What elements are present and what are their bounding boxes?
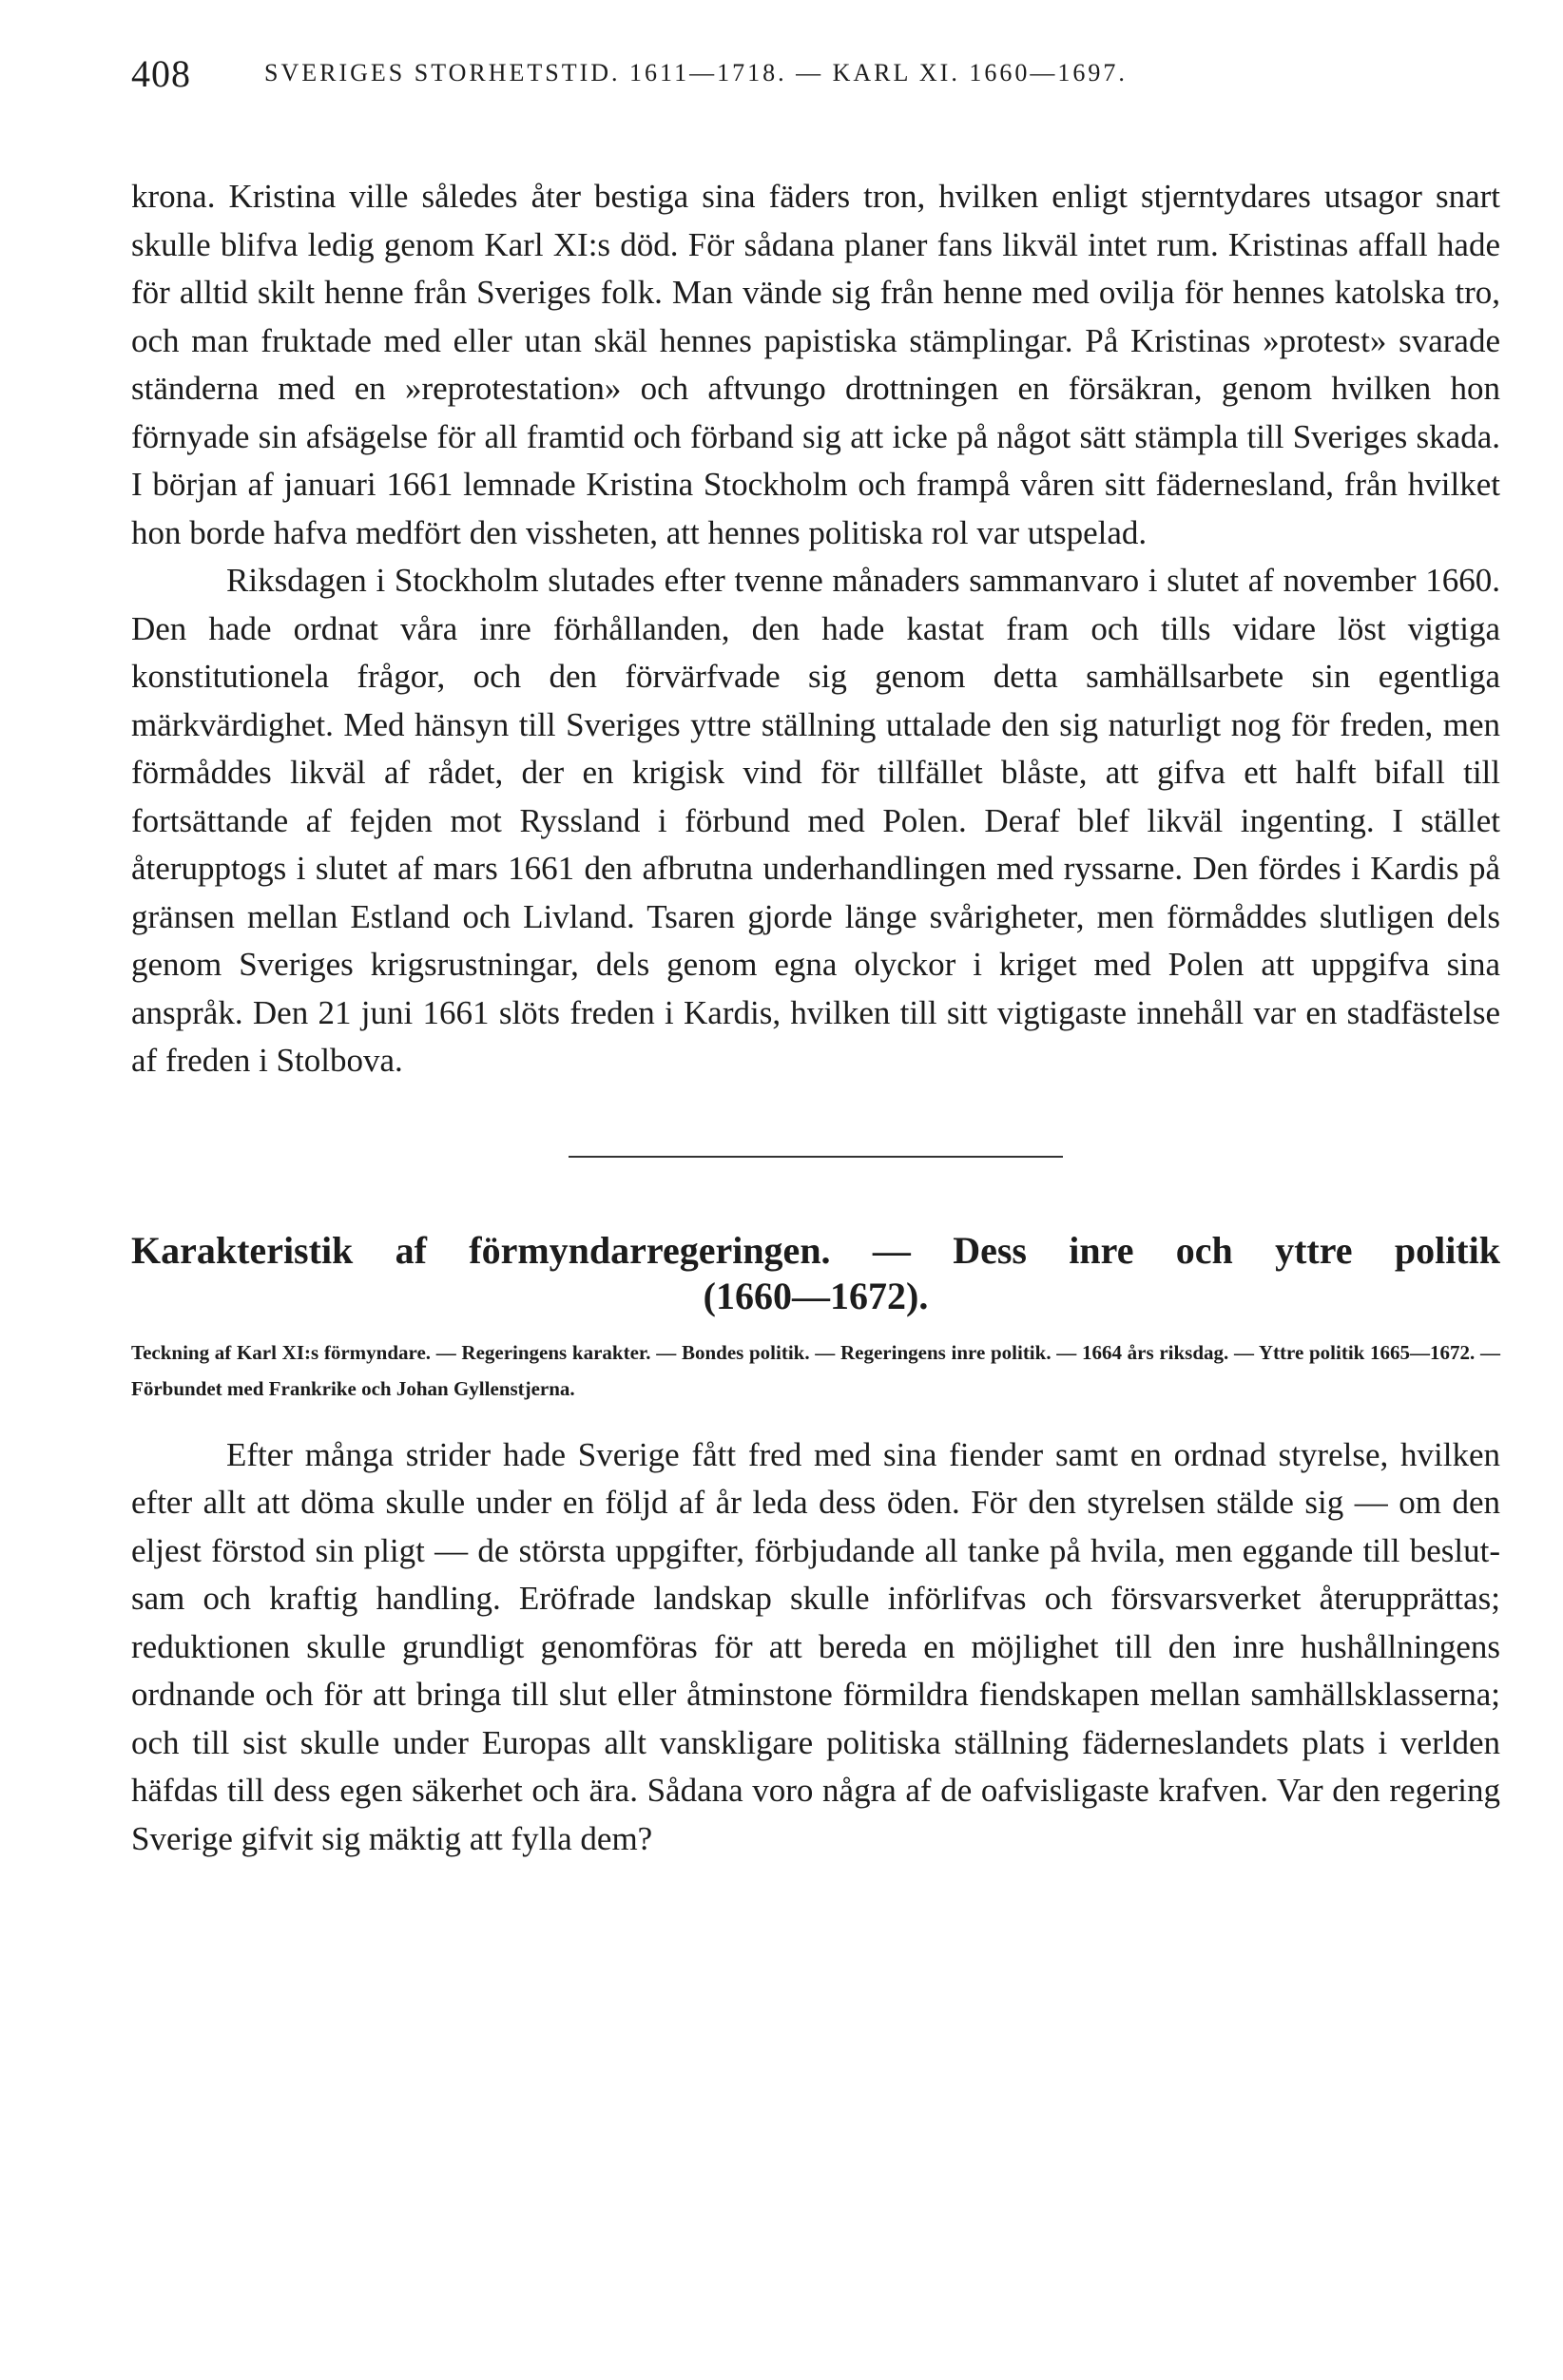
running-header <box>131 48 1500 105</box>
running-header-title: SVERIGES STORHETSTID. 1611—1718. — KARL XI. 1660—1697. <box>264 59 1128 86</box>
section-divider <box>569 1156 1063 1158</box>
section-heading-years: (1660—1672). <box>703 1274 929 1317</box>
section-synopsis: Teckning af Karl XI:s förmyndare. — Regeringens karakter. — Bondes politik. — Regeringens inre politik. — 1664 års riksdag. — Yttre politik 1665—1672. — Förbundet med Frankrike och Johan Gyllenstjerna. <box>131 1340 1500 1400</box>
paragraph: krona. Kristina ville således åter bestiga sina fäders tron, hvilken enligt stjerntydares utsagor snart skulle blifva ledig genom Karl XI:s död. För sådana planer fans likväl intet rum. Kristinas affall hade för alltid skilt henne från Sveriges folk. Man vände sig från henne med ovilja för hennes katolska tro, och man fruktade med eller utan skäl hennes papistiska stämplingar. På Kristinas »protest» svarade ständerna med en »reprotestation» och aftvungo drottningen en försäkran, genom hvilken hon förnyade sin afsägelse för all framtid och förband sig att icke på något sätt stämpla till Sveriges skada. I början af januari 1661 lemnade Kristina Stockholm och frampå våren sitt fädernesland, från hvilket hon borde hafva medfört den vissheten, att hennes politiska rol var utspelad. <box>131 178 1500 551</box>
page-number: 408 <box>131 52 191 95</box>
paragraph: Efter många strider hade Sverige fått fred med sina fiender samt en ordnad styrelse, hvilken efter allt att döma skulle under en följd af år leda dess öden. För den styrelsen stälde sig — om den eljest förstod sin pligt — de största uppgifter, förbjudande all tanke på hvila, men eggande till beslutsam och kraftig handling. Eröfrade landskap skulle införlifvas och försvarsverket återupprättas; reduktionen skulle grundligt genomföras för att bereda en möjlighet till den inre hushållningens ordnande och för att bringa till slut eller åtminstone förmildra fiendskapen mellan samhällsklasserna; och till sist skulle under Europas allt vanskligare politiska ställning fäderneslandets plats i verlden häfdas till dess egen säkerhet och ära. Sådana voro några af de oafvisligaste krafven. Var den regering Sverige gifvit sig mäktig att fylla dem? <box>131 1435 1500 1857</box>
book-page <box>131 48 1500 1863</box>
body-text <box>131 173 1500 1085</box>
section-text <box>131 1431 1500 1864</box>
paragraph: Riksdagen i Stockholm slutades efter tvenne månaders sammanvaro i slutet af november 1660. Den hade ordnat våra inre förhållanden, den hade kastat fram och tills vidare löst vigtiga konstitutionela frågor, och den förvärfvade sig genom detta samhällsarbete sin egentliga märkvärdighet. Med hänsyn till Sveriges yttre ställning uttalade den sig naturligt nog för freden, men förmåddes likväl af rådet, der en krigisk vind för tillfället blåste, att gifva ett halft bifall till fortsättande af fejden mot Ryssland i förbund med Polen. Deraf blef likväl ingenting. I stället återupptogs i slutet af mars 1661 den afbrutna underhandlingen med ryssarne. Den fördes i Kardis på gränsen mellan Estland och Livland. Tsaren gjorde länge svårigheter, men förmåddes slutligen dels genom Sveriges krigsrustningar, dels genom egna olyckor i kriget med Polen att uppgifva sina anspråk. Den 21 juni 1661 slöts freden i Kardis, hvilken till sitt vigtigaste innehåll var en stadfästelse af freden i Stolbova. <box>131 562 1500 1079</box>
section-heading <box>131 1228 1500 1319</box>
section-heading-title: Karakteristik af förmyndarregeringen. — Dess inre och yttre politik <box>131 1228 1500 1272</box>
